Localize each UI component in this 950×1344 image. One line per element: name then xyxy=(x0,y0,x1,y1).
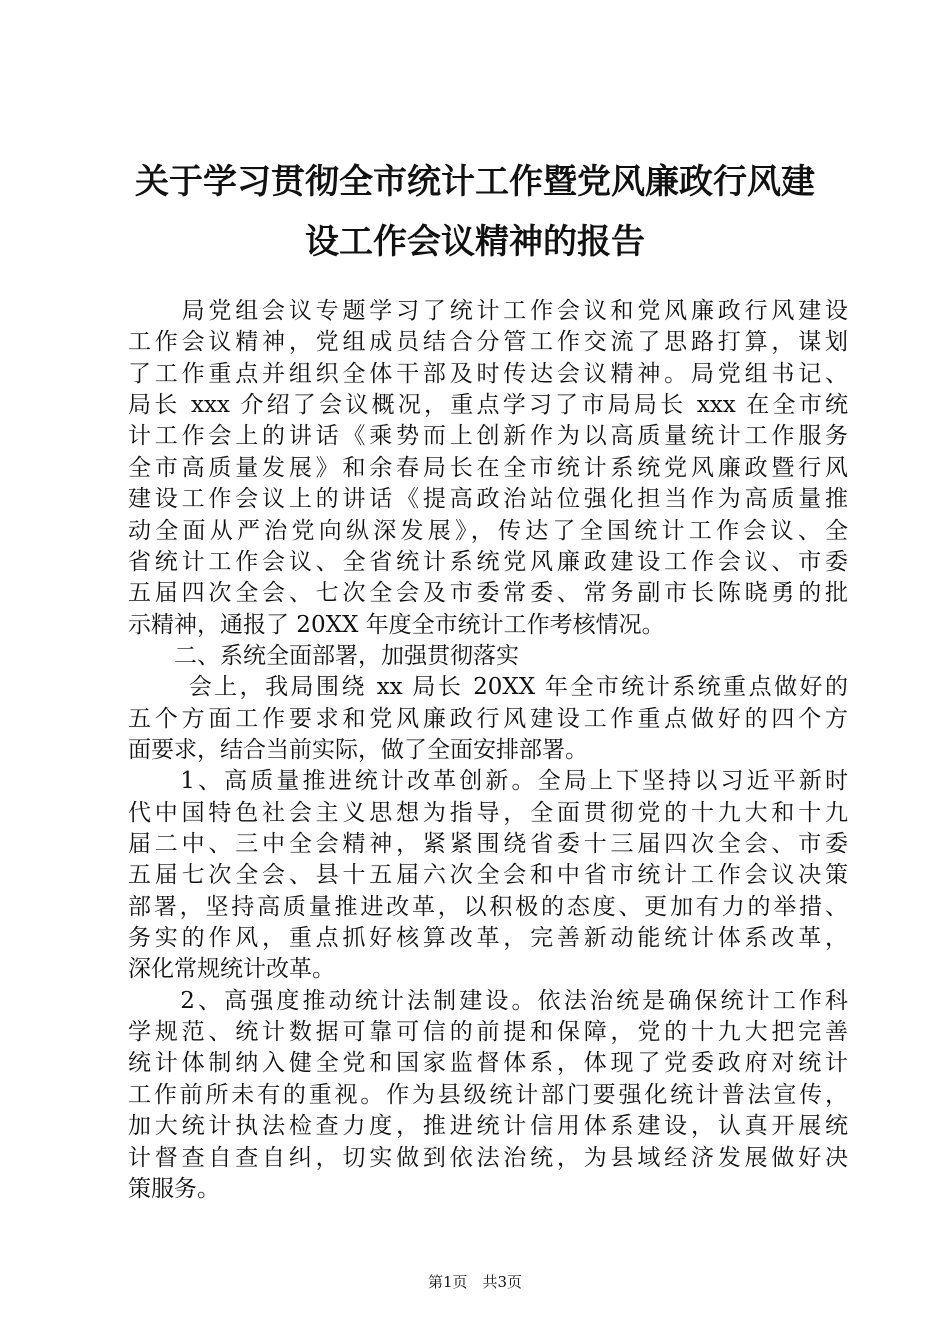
body-text-line: 省统计工作会议、全省统计系统党风廉政建设工作会议、市委 xyxy=(128,548,848,575)
body-text-line: 示精神，通报了 20XX 年度全市统计工作考核情况。 xyxy=(128,611,665,638)
body-text-line: 策服务。 xyxy=(128,1175,220,1202)
document-title-line-1: 关于学习贯彻全市统计工作暨党风廉政行风建 xyxy=(135,162,815,202)
body-text-line: 五届七次全会、县十五届六次全会和中省市统计工作会议决策 xyxy=(128,862,848,889)
body-text-line: 局党组会议专题学习了统计工作会议和党风廉政行风建设 xyxy=(128,298,848,324)
body-text-line: 代中国特色社会主义思想为指导，全面贯彻党的十九大和十九 xyxy=(128,799,848,826)
body-text-line: 工作会议精神，党组成员结合分管工作交流了思路打算，谋划 xyxy=(128,329,848,356)
body-text-line: 会上，我局围绕 xx 局长 20XX 年全市统计系统重点做好的 xyxy=(128,674,848,701)
body-text-line: 加大统计执法检查力度，推进统计信用体系建设，认真开展统 xyxy=(128,1113,848,1140)
body-text-line: 面要求，结合当前实际，做了全面安排部署。 xyxy=(128,736,588,763)
body-text-line: 建设工作会议上的讲话《提高政治站位强化担当作为高质量推 xyxy=(128,486,848,513)
body-text-line: 全市高质量发展》和余春局长在全市统计系统党风廉政暨行风 xyxy=(128,454,848,481)
body-text-line: 工作前所未有的重视。作为县级统计部门要强化统计普法宣传， xyxy=(128,1081,848,1108)
body-text-line: 学规范、统计数据可靠可信的前提和保障，党的十九大把完善 xyxy=(128,1019,848,1046)
body-text-line: 深化常规统计改革。 xyxy=(128,956,335,983)
body-text-line: 计工作会上的讲话《乘势而上创新作为以高质量统计工作服务 xyxy=(128,423,848,450)
body-text-line: 届二中、三中全会精神，紧紧围绕省委十三届四次全会、市委 xyxy=(128,831,848,857)
body-text-line: 计督查自查自纠，切实做到依法治统，为县域经济发展做好决 xyxy=(128,1144,848,1171)
body-text-line: 2、高强度推动统计法制建设。依法治统是确保统计工作科 xyxy=(128,987,848,1014)
body-text-line: 五个方面工作要求和党风廉政行风建设工作重点做好的四个方 xyxy=(128,705,848,732)
body-text-line: 务实的作风，重点抓好核算改革，完善新动能统计体系改革， xyxy=(128,925,848,951)
page-footer: 第1页 共3页 xyxy=(427,1273,523,1291)
body-text-line: 二、系统全面部署，加强贯彻落实 xyxy=(128,642,519,669)
body-text-line: 五届四次全会、七次全会及市委常委、常务副市长陈晓勇的批 xyxy=(128,580,848,607)
body-text-line: 1、高质量推进统计改革创新。全局上下坚持以习近平新时 xyxy=(128,768,848,795)
body-text-line: 了工作重点并组织全体干部及时传达会议精神。局党组书记、 xyxy=(128,360,848,387)
body-text-line: 局长 xxx 介绍了会议概况，重点学习了市局局长 xxx 在全市统 xyxy=(128,392,848,419)
body-text-line: 动全面从严治党向纵深发展》，传达了全国统计工作会议、全 xyxy=(128,517,848,544)
body-text-line: 统计体制纳入健全党和国家监督体系，体现了党委政府对统计 xyxy=(128,1050,848,1077)
document-title-line-2: 设工作会议精神的报告 xyxy=(305,222,645,262)
body-text-line: 部署，坚持高质量推进改革，以积极的态度、更加有力的举措、 xyxy=(128,893,848,920)
